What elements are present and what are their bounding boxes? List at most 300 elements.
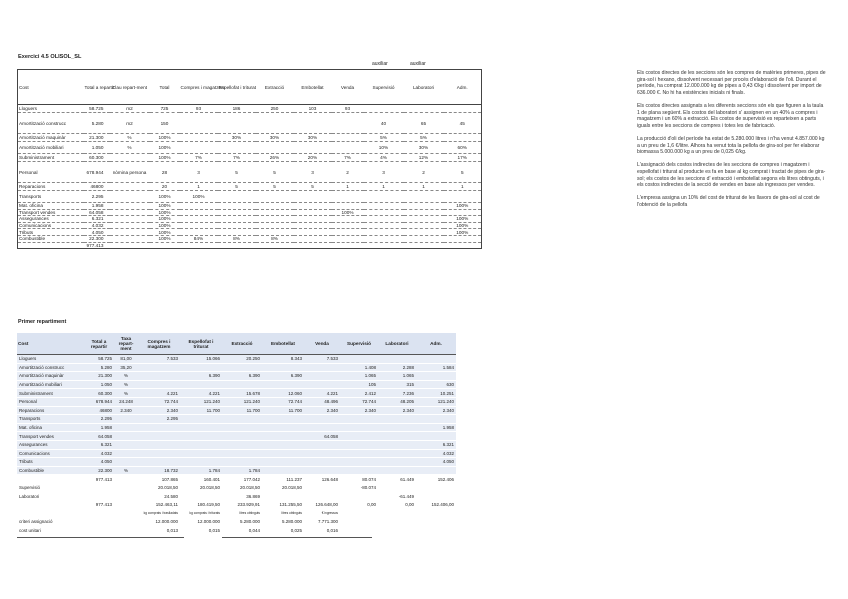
table-cell: [180, 415, 222, 424]
table-cell: 4.050: [416, 458, 456, 467]
table-cell: 64.058: [304, 432, 340, 441]
table-row: [17, 458, 456, 467]
table-cell: 5%: [364, 134, 404, 142]
row-label: Assegurances: [18, 216, 84, 223]
table-cell: 100%: [150, 216, 180, 223]
table-cell: 2.340: [114, 406, 138, 415]
table-cell: [294, 142, 332, 154]
table-cell: 1: [444, 183, 482, 191]
table-row: [17, 363, 456, 372]
table-cell: [340, 415, 378, 424]
table-cell: 7.771.300: [304, 516, 340, 526]
row-label: Amortització maquinàr: [18, 134, 84, 142]
table-cell: [150, 242, 180, 249]
table-cell: 6.390: [262, 372, 304, 381]
table-cell: 80.074: [340, 475, 378, 484]
table-cell: [340, 458, 378, 467]
table-cell: [404, 216, 444, 223]
table-cell: [218, 113, 256, 134]
table-cell: [84, 526, 114, 535]
table-cell: 45: [444, 113, 482, 134]
table-row: [17, 526, 456, 535]
table-cell: [340, 440, 378, 449]
row-label: [17, 509, 84, 516]
column-header: Total a repartir: [84, 70, 110, 105]
table-cell: [84, 516, 114, 526]
table-cell: 7%: [332, 154, 364, 162]
table-cell: 7.533: [304, 355, 340, 364]
table-cell: 100%: [332, 209, 364, 216]
table-cell: [84, 509, 114, 516]
table-cell: [404, 235, 444, 242]
table-cell: [304, 380, 340, 389]
table-cell: [138, 380, 180, 389]
table-cell: [332, 222, 364, 229]
table-row: [17, 501, 456, 510]
table-cell: [364, 242, 404, 249]
table-cell: [180, 113, 218, 134]
table-row: [18, 142, 482, 154]
table-cell: 8%: [256, 235, 294, 242]
table-cell: 60%: [444, 142, 482, 154]
table-cell: 100%: [150, 142, 180, 154]
table-cell: [180, 380, 222, 389]
table-cell: 2.295: [84, 415, 114, 424]
table-cell: [294, 229, 332, 236]
table-cell: [218, 229, 256, 236]
table-row: [17, 372, 456, 381]
table-cell: 103: [294, 105, 332, 113]
table-cell: [444, 235, 482, 242]
table-cell: 5: [294, 183, 332, 191]
row-label: Combustible: [18, 235, 84, 242]
table-cell: [222, 363, 262, 372]
table-row: [17, 483, 456, 492]
table-cell: 30%: [294, 134, 332, 142]
table-cell: 28: [150, 162, 180, 183]
table-cell: [222, 458, 262, 467]
row-label: Subministrament: [17, 389, 84, 398]
table-cell: 1.065: [340, 372, 378, 381]
table-cell: 152.406,00: [416, 501, 456, 510]
page-title: Exercici 4.5 OLISOL_SL: [18, 54, 82, 60]
table-cell: [180, 222, 218, 229]
table-cell: 10.251: [416, 389, 456, 398]
table-cell: [262, 458, 304, 467]
table-cell: 30%: [256, 134, 294, 142]
table-cell: [332, 229, 364, 236]
table-cell: 1.958: [416, 423, 456, 432]
table-cell: [340, 492, 378, 501]
table-cell: [304, 458, 340, 467]
table-cell: 1.784: [222, 466, 262, 475]
table-cell: [218, 242, 256, 249]
table-cell: 5: [256, 162, 294, 183]
table-cell: 152.463,11: [138, 501, 180, 510]
table-cell: [262, 492, 304, 501]
table-cell: 5.280.000: [222, 516, 262, 526]
table-cell: [218, 209, 256, 216]
row-label: [17, 475, 84, 484]
table-cell: [180, 203, 218, 210]
table-cell: [138, 449, 180, 458]
table-row: [18, 203, 482, 210]
row-label: Supervisió: [17, 483, 84, 492]
row-label: Tributs: [18, 229, 84, 236]
table-cell: [262, 363, 304, 372]
table-cell: € ingressos: [304, 509, 340, 516]
column-header: Embotellat: [294, 70, 332, 105]
table-cell: [416, 483, 456, 492]
row-label: Comunicacions: [18, 222, 84, 229]
table-cell: [180, 458, 222, 467]
table-cell: nòmina persona: [110, 162, 150, 183]
table-cell: 4.221: [180, 389, 222, 398]
column-header: Adm.: [444, 70, 482, 105]
table-cell: 0,025: [262, 526, 304, 535]
table-cell: [114, 509, 138, 516]
row-label: Subministrament: [18, 154, 84, 162]
table-cell: 93: [180, 105, 218, 113]
table-cell: 0,013: [138, 526, 180, 535]
table-cell: [364, 216, 404, 223]
table-cell: [180, 432, 222, 441]
table-cell: [222, 423, 262, 432]
table-cell: 3: [294, 162, 332, 183]
table-cell: 40: [364, 113, 404, 134]
table-cell: 6.390: [180, 372, 222, 381]
table-cell: 100%: [444, 222, 482, 229]
table-cell: [218, 191, 256, 203]
row-label: Transports: [18, 191, 84, 203]
table-cell: [332, 113, 364, 134]
row-label: Transport vendes: [18, 209, 84, 216]
table-cell: 1.958: [84, 423, 114, 432]
table-cell: 1.065: [378, 372, 416, 381]
column-header: Venda: [304, 333, 340, 355]
section-subtitle: Primer repartiment: [18, 319, 67, 325]
table-cell: [222, 432, 262, 441]
row-label: [17, 501, 84, 510]
table-cell: 4%: [364, 154, 404, 162]
table-cell: [444, 105, 482, 113]
table-cell: 18.732: [138, 466, 180, 475]
column-header: Espellofat i triturat: [180, 333, 222, 355]
table-cell: %: [114, 466, 138, 475]
column-header: Total a repartir: [84, 333, 114, 355]
table-cell: [304, 483, 340, 492]
column-header: Cost: [17, 333, 84, 355]
table-cell: 100%: [150, 154, 180, 162]
table-cell: 20: [150, 183, 180, 191]
table-row: [17, 516, 456, 526]
table-cell: 100%: [180, 191, 218, 203]
table-cell: [180, 440, 222, 449]
row-label: Mat. oficina: [18, 203, 84, 210]
table-cell: [294, 203, 332, 210]
table-cell: [138, 458, 180, 467]
note-paragraph: La producció d'oli del període ha estat de 5.280.000 litres i n'ha venut 4.857.000 kg a un preu de 1,6 €/litre. Alhora ha venut tota la pellofa de gira-sol per fer elaborar biomassa 5.000.000 kg a un preu de 0,025 €/kg.: [637, 135, 825, 156]
table-cell: [416, 415, 456, 424]
table-cell: [364, 222, 404, 229]
table-cell: 121.240: [416, 397, 456, 406]
table-cell: 100%: [150, 222, 180, 229]
table-cell: 2.340: [416, 406, 456, 415]
table-cell: [304, 423, 340, 432]
table-cell: 977.413: [86, 242, 104, 248]
table-cell: 0,016: [304, 526, 340, 535]
row-label: Comunicacions: [17, 449, 84, 458]
table-row: [18, 235, 482, 242]
table-cell: 6.390: [222, 372, 262, 381]
table-cell: [340, 516, 378, 526]
row-label: Reparacions: [17, 406, 84, 415]
divider-line: [17, 537, 184, 538]
row-label: Amortització maquinàr: [17, 372, 84, 381]
table-cell: [378, 355, 416, 364]
table-cell: 20.018,50: [262, 483, 304, 492]
table-cell: 0,00: [378, 501, 416, 510]
table-cell: [138, 363, 180, 372]
table-cell: [404, 209, 444, 216]
row-label: cost unitari: [17, 526, 84, 535]
table-cell: [340, 526, 378, 535]
table-cell: 100%: [444, 216, 482, 223]
table-cell: 60.300: [84, 154, 110, 162]
table-cell: 2: [332, 162, 364, 183]
table-cell: 11.700: [222, 406, 262, 415]
table-cell: [332, 242, 364, 249]
table-cell: [262, 380, 304, 389]
row-label: Transports: [17, 415, 84, 424]
table-cell: [222, 380, 262, 389]
table-cell: [404, 242, 444, 249]
table-cell: 1.584: [416, 363, 456, 372]
table-cell: 4.032: [84, 449, 114, 458]
note-paragraph: Els costos directes de les seccions són les compres de matèries primeres, pipes de gira-sol i hexano, dissolvent necessari per procés d'elaboració de l'oli. Durant el període, ha comprat 12.000.000 kg de pipes a 0,43 €/kg i dissolvent per import de 636.000 €. No hi ha existències inicials ni finals.: [637, 70, 826, 96]
table-cell: [114, 492, 138, 501]
table-cell: [262, 440, 304, 449]
table-cell: 2.295: [84, 191, 110, 203]
table-cell: 15.678: [222, 389, 262, 398]
table-row: [17, 466, 456, 475]
table-row: [17, 397, 456, 406]
table-cell: [332, 191, 364, 203]
table-cell: 26%: [256, 154, 294, 162]
table-cell: [114, 526, 138, 535]
table-cell: 1: [180, 183, 218, 191]
table-cell: 107.865: [138, 475, 180, 484]
table-row: [18, 183, 482, 191]
table-cell: [364, 209, 404, 216]
table-row: [17, 423, 456, 432]
table-cell: [114, 475, 138, 484]
table-cell: [340, 509, 378, 516]
table-row: [18, 134, 482, 142]
table-cell: [180, 142, 218, 154]
table-cell: 48.205: [378, 397, 416, 406]
table-row: [17, 389, 456, 398]
table-cell: 315: [378, 380, 416, 389]
table-cell: [294, 209, 332, 216]
table-cell: 2.295: [138, 415, 180, 424]
table-cell: [84, 483, 114, 492]
table-cell: m2: [110, 113, 150, 134]
table-cell: [256, 209, 294, 216]
table-cell: 2.340: [138, 406, 180, 415]
table-cell: 24.580: [138, 492, 180, 501]
table-cell: 46800: [84, 183, 110, 191]
table-cell: [218, 216, 256, 223]
table-cell: [416, 355, 456, 364]
table-cell: 10%: [364, 142, 404, 154]
table-cell: 1.958: [84, 203, 110, 210]
table-cell: [332, 203, 364, 210]
table-cell: 17%: [444, 154, 482, 162]
row-label: Personal: [18, 162, 84, 183]
table-cell: [416, 466, 456, 475]
table-cell: [364, 105, 404, 113]
table-cell: kg comprats i triturats: [180, 509, 222, 516]
table-cell: [180, 209, 218, 216]
table-cell: [110, 242, 150, 249]
table-cell: [416, 432, 456, 441]
table-cell: [180, 242, 218, 249]
table-cell: 100%: [150, 235, 180, 242]
table-cell: [218, 203, 256, 210]
table-cell: %: [114, 372, 138, 381]
table-cell: [262, 415, 304, 424]
table-cell: 630: [416, 380, 456, 389]
table-cell: [332, 134, 364, 142]
column-header: Compres i magatzem: [138, 333, 180, 355]
column-header: Total: [150, 70, 180, 105]
table-cell: [256, 229, 294, 236]
table-cell: kg comprats i traslladats: [138, 509, 180, 516]
table-cell: [114, 458, 138, 467]
table-cell: [304, 372, 340, 381]
table-cell: 72.744: [138, 397, 180, 406]
row-label: Reparacions: [18, 183, 84, 191]
row-label: Mat. oficina: [17, 423, 84, 432]
table-cell: 100%: [150, 191, 180, 203]
table-cell: %: [110, 134, 150, 142]
table-cell: [444, 134, 482, 142]
row-label: Lloguers: [17, 355, 84, 364]
table-cell: [404, 229, 444, 236]
table-cell: 121.240: [180, 397, 222, 406]
column-header: Clau repart-ment: [110, 70, 150, 105]
table-cell: [222, 440, 262, 449]
table-cell: 1: [364, 183, 404, 191]
table-row: [18, 191, 482, 203]
table-cell: 100%: [150, 229, 180, 236]
table-cell: 15.066: [180, 355, 222, 364]
table-cell: [114, 423, 138, 432]
table-cell: [110, 229, 150, 236]
table-cell: -61.449: [378, 492, 416, 501]
table-row: [17, 355, 456, 364]
table-row: [18, 222, 482, 229]
table-cell: [256, 191, 294, 203]
table-cell: [138, 432, 180, 441]
table-cell: [256, 142, 294, 154]
column-header: Adm.: [416, 333, 456, 355]
table-cell: [110, 183, 150, 191]
row-label: [18, 242, 84, 249]
table-cell: 977.413: [84, 475, 114, 484]
note-paragraph: L'empresa assigna un 10% del cost de triturat de les llavors de gira-sol al cost de l'obtenció de la pellofa: [637, 195, 820, 208]
table-cell: 150: [150, 113, 180, 134]
table-cell: 250: [256, 105, 294, 113]
table-cell: 2.340: [378, 406, 416, 415]
table-cell: [416, 516, 456, 526]
row-label: Assegurances: [17, 440, 84, 449]
table-cell: [444, 191, 482, 203]
column-header: Cost: [18, 70, 84, 105]
row-label: criteri assignació: [17, 516, 84, 526]
table-cell: 58.725: [84, 355, 114, 364]
table-cell: [114, 501, 138, 510]
table-cell: 58.725: [84, 105, 110, 113]
table-cell: 233.929,91: [222, 501, 262, 510]
table-row: [18, 242, 482, 249]
table-cell: [340, 423, 378, 432]
table-cell: m2: [110, 105, 150, 113]
table-cell: [180, 216, 218, 223]
table-cell: [262, 466, 304, 475]
table-cell: [114, 415, 138, 424]
table-cell: [114, 440, 138, 449]
table-cell: 22.300: [84, 466, 114, 475]
table-cell: [110, 203, 150, 210]
table-row: [17, 449, 456, 458]
row-label: Amortització construcc: [17, 363, 84, 372]
table-cell: 2.340: [340, 406, 378, 415]
table-cell: 111.237: [262, 475, 304, 484]
table-cell: [114, 432, 138, 441]
table-cell: 65: [404, 113, 444, 134]
row-label: Amortització construcc: [18, 113, 84, 134]
table-cell: [340, 466, 378, 475]
table-cell: 1.408: [340, 363, 378, 372]
table-cell: [340, 432, 378, 441]
table-row: [17, 475, 456, 484]
table-cell: 5.280: [84, 363, 114, 372]
table-cell: 678.944: [84, 397, 114, 406]
divider-line: [222, 537, 372, 538]
table-cell: [404, 191, 444, 203]
table-cell: [294, 216, 332, 223]
table-cell: 84%: [180, 235, 218, 242]
table-cell: [378, 526, 416, 535]
table-cell: 5.280.000: [262, 516, 304, 526]
table-cell: 22.300: [84, 235, 110, 242]
table-cell: [304, 449, 340, 458]
table-cell: [256, 216, 294, 223]
table-cell: 2.412: [340, 389, 378, 398]
table-cell: 8.343: [262, 355, 304, 364]
table-cell: 4.050: [84, 458, 114, 467]
table-cell: [110, 216, 150, 223]
table-cell: [256, 203, 294, 210]
table-cell: [294, 191, 332, 203]
column-header: Compres i magatzem: [180, 70, 218, 105]
primer-repartiment-table: [17, 333, 456, 535]
table-cell: [304, 440, 340, 449]
table-cell: [180, 363, 222, 372]
table-cell: [294, 235, 332, 242]
